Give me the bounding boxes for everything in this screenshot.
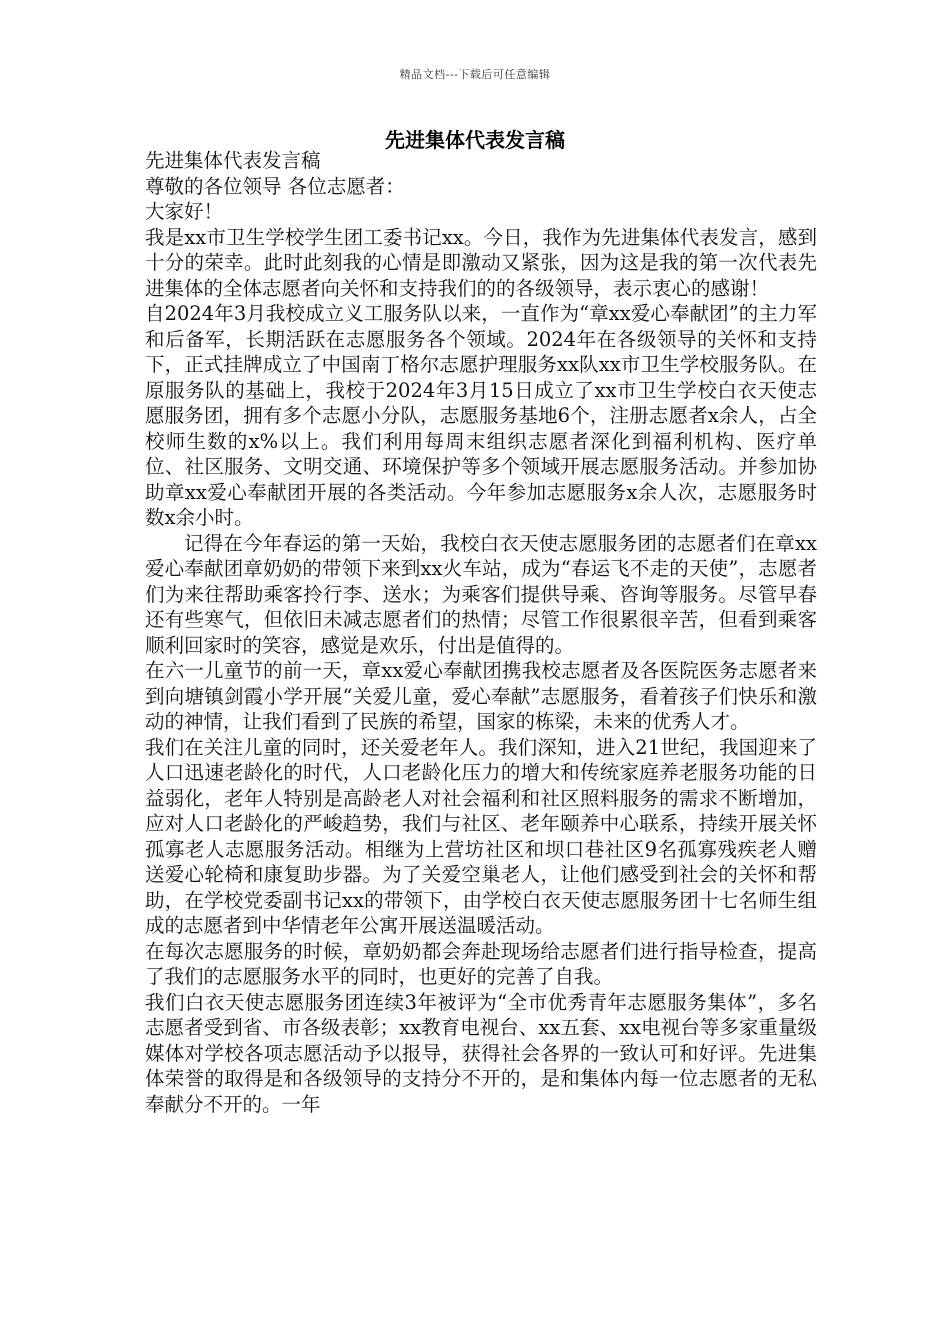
paragraph-spring-festival: 记得在今年春运的第一天始，我校白衣天使志愿服务团的志愿者们在章xx爱心奉献团章奶奶的带领下来到xx火车站，成为“春运飞不走的天使”，志愿者们为来往帮助乘客拎行李、送水；为乘客们提供导乘、咨询等服务。尽管早春还有些寒气，但依旧未减志愿者们的热情；尽管工作很累很辛苦，但看到乘客顺利回家时的笑容，感觉是欢乐，付出是值得的。 — [145, 531, 817, 657]
paragraph-honors: 我们白衣天使志愿服务团连续3年被评为“全市优秀青年志愿服务集体”，多名志愿者受到省、市各级表彰；xx教育电视台、xx五套、xx电视台等多家重量级媒体对学校各项志愿活动予以报导，获得社会各界的一致认可和好评。先进集体荣誉的取得是和各级领导的支持分不开的，是和集体内每一位志愿者的无私奉献分不开的。一年 — [145, 990, 817, 1116]
header-note: 精品文档---下载后可任意编辑 — [399, 68, 551, 81]
document-body — [145, 148, 817, 1117]
paragraph-guidance: 在每次志愿服务的时候，章奶奶都会奔赴现场给志愿者们进行指导检查，提高了我们的志愿服务水平的同时，也更好的完善了自我。 — [145, 939, 817, 988]
greeting: 大家好！ — [145, 200, 224, 223]
paragraph-childrens-day: 在六一儿童节的前一天，章xx爱心奉献团携我校志愿者及各医院医务志愿者来到向塘镇剑霞小学开展“关爱儿童，爱心奉献”志愿服务，看着孩子们快乐和激动的神情，让我们看到了民族的希望，国家的栋梁，未来的优秀人才。 — [145, 659, 817, 733]
salutation: 尊敬的各位领导 各位志愿者： — [145, 174, 405, 198]
subtitle-line: 先进集体代表发言稿 — [145, 149, 321, 172]
paragraph-history: 自2024年3月我校成立义工服务队以来，一直作为“章xx爱心奉献团”的主力军和后备军，长期活跃在志愿服务各个领域。2024年在各级领导的关怀和支持下，正式挂牌成立了中国南丁格尔志愿护理服务xx队xx市卫生学校服务队。在原服务队的基础上，我校于2024年3月15日成立了xx市卫生学校白衣天使志愿服务团，拥有多个志愿小分队，志愿服务基地6个，注册志愿者x余人，占全校师生数的x%以上。我们利用每周末组织志愿者深化到福利机构、医疗单位、社区服务、文明交通、环境保护等多个领域开展志愿服务活动。并参加协助章xx爱心奉献团开展的各类活动。今年参加志愿服务x余人次，志愿服务时数x余小时。 — [145, 302, 817, 529]
paragraph-introduction: 我是xx市卫生学校学生团工委书记xx。今日，我作为先进集体代表发言，感到十分的荣幸。此时此刻我的心情是即激动又紧张，因为这是我的第一次代表先进集体的全体志愿者向关怀和支持我们的的各级领导，表示衷心的感谢！ — [145, 225, 817, 300]
document-title: 先进集体代表发言稿 — [385, 128, 565, 152]
paragraph-elderly-care: 我们在关注儿童的同时，还关爱老年人。我们深知，进入21世纪，我国迎来了人口迅速老龄化的时代，人口老龄化压力的增大和传统家庭养老服务功能的日益弱化，老年人特别是高龄老人对社会福利和社区照料服务的需求不断增加，应对人口老龄化的严峻趋势，我们与社区、老年颐养中心联系，持续开展关怀孤寡老人志愿服务活动。相继为上营坊社区和坝口巷社区9名孤寡残疾老人赠送爱心轮椅和康复助步器。为了关爱空巢老人，让他们感受到社会的关怀和帮助，在学校党委副书记xx的带领下，由学校白衣天使志愿服务团十七名师生组成的志愿者到中华情老年公寓开展送温暖活动。 — [145, 735, 817, 937]
